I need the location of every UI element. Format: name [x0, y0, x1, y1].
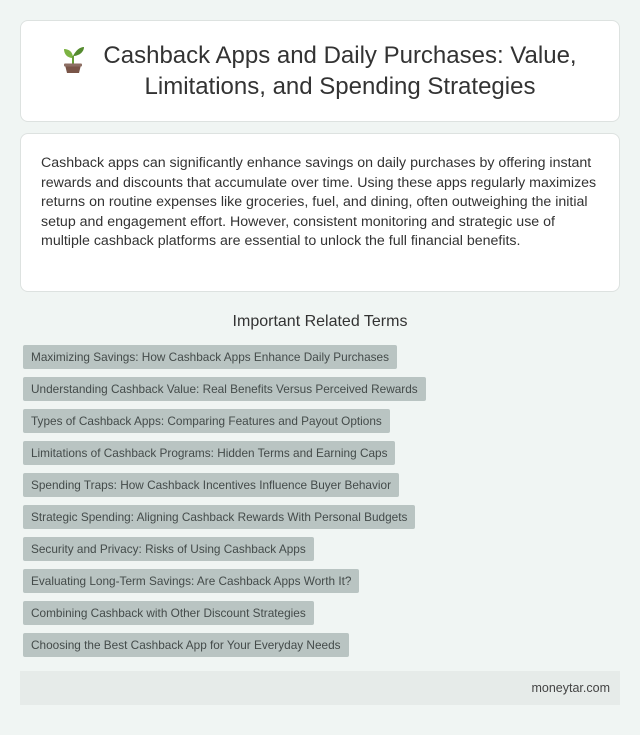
related-term-link[interactable]: Types of Cashback Apps: Comparing Features and Payout Options [23, 409, 390, 433]
intro-paragraph: Cashback apps can significantly enhance savings on daily purchases by offering instant rewards and discounts that accumulate over time. Using these apps regularly maximizes returns on routine expenses like groceries, fuel, and dining, often outweighing the initial setup and engagement effort. However, consistent monitoring and strategic use of multiple cashback platforms are essential to unlock the full financial benefits. [41, 155, 597, 250]
related-term-link[interactable]: Combining Cashback with Other Discount Strategies [23, 601, 314, 625]
related-term-link[interactable]: Limitations of Cashback Programs: Hidden Terms and Earning Caps [23, 441, 395, 465]
header-card [20, 20, 620, 122]
related-term-link[interactable]: Spending Traps: How Cashback Incentives Influence Buyer Behavior [23, 473, 399, 497]
related-term-link[interactable]: Evaluating Long-Term Savings: Are Cashback Apps Worth It? [23, 569, 359, 593]
related-term-link[interactable]: Security and Privacy: Risks of Using Cashback Apps [23, 537, 314, 561]
related-terms-heading: Important Related Terms [232, 313, 408, 330]
related-terms-list [23, 345, 623, 665]
intro-card [20, 133, 620, 292]
page-title: Cashback Apps and Daily Purchases: Value, Limitations, and Spending Strategies [103, 42, 577, 100]
related-term-link[interactable]: Strategic Spending: Aligning Cashback Rewards With Personal Budgets [23, 505, 415, 529]
sprout-icon [60, 44, 86, 74]
title-row [40, 40, 600, 102]
related-term-link[interactable]: Understanding Cashback Value: Real Benefits Versus Perceived Rewards [23, 377, 426, 401]
related-term-link[interactable]: Maximizing Savings: How Cashback Apps Enhance Daily Purchases [23, 345, 397, 369]
related-term-link[interactable]: Choosing the Best Cashback App for Your Everyday Needs [23, 633, 349, 657]
footer-site-name[interactable]: moneytar.com [531, 681, 610, 695]
footer-bar [20, 671, 620, 705]
